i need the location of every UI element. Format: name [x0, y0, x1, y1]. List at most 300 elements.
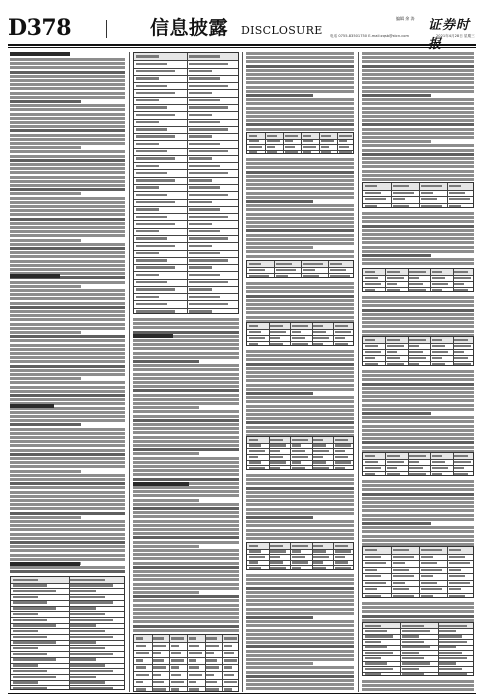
table-cell — [432, 467, 449, 469]
text-line — [133, 578, 239, 581]
table-cell — [189, 303, 229, 305]
text-line — [246, 537, 354, 540]
table-cell — [189, 216, 229, 218]
table-cell — [449, 588, 462, 590]
table-cell — [393, 562, 406, 564]
text-line — [10, 293, 125, 296]
text-line — [10, 167, 125, 170]
text-line — [362, 309, 474, 312]
text-line — [133, 562, 239, 565]
text-line — [246, 221, 354, 224]
text-line — [362, 493, 474, 496]
table-column-rule — [269, 543, 270, 569]
table-cell — [313, 331, 326, 333]
text-line — [10, 260, 125, 263]
text-line — [362, 518, 474, 521]
table-cell — [339, 135, 353, 137]
text-line — [362, 94, 431, 97]
table-cell — [409, 357, 426, 359]
text-line — [10, 62, 125, 65]
text-line — [362, 229, 474, 232]
text-line — [246, 683, 354, 686]
table-cell — [313, 444, 326, 446]
table-row-rule — [363, 560, 473, 561]
table-row-rule — [134, 191, 238, 192]
table-cell — [224, 674, 235, 676]
table-cell — [189, 114, 213, 116]
table-cell — [365, 185, 378, 187]
table-row-rule — [363, 586, 473, 587]
table-cell — [365, 461, 378, 463]
text-line — [133, 381, 239, 384]
table-column-rule — [400, 623, 401, 675]
table-cell — [270, 567, 286, 569]
text-line — [10, 474, 125, 477]
text-line — [246, 637, 354, 640]
table-cell — [70, 579, 105, 581]
text-line — [10, 491, 125, 494]
table-cell — [136, 296, 160, 298]
text-line — [133, 625, 239, 628]
text-line — [246, 413, 354, 416]
text-line — [246, 250, 354, 253]
text-line — [362, 233, 474, 236]
table-cell — [421, 549, 442, 551]
table-cell — [365, 357, 375, 359]
text-line — [10, 75, 125, 78]
table-column-rule — [333, 543, 334, 569]
text-line — [133, 461, 239, 464]
table-cell — [189, 252, 221, 254]
text-line — [362, 174, 474, 177]
table-cell — [136, 121, 160, 123]
table-cell — [224, 637, 237, 639]
table-cell — [303, 269, 315, 271]
text-line — [10, 465, 125, 468]
text-line — [362, 395, 474, 398]
text-line — [362, 296, 474, 299]
table-cell — [393, 575, 414, 577]
table-cell — [249, 561, 259, 563]
text-line — [10, 335, 125, 338]
text-line — [362, 220, 474, 223]
table-cell — [270, 467, 280, 469]
text-line — [133, 389, 239, 392]
text-line — [133, 360, 199, 363]
section-heading — [133, 482, 189, 486]
text-line — [362, 408, 474, 411]
text-line — [246, 187, 354, 190]
table-cell — [13, 647, 39, 649]
text-line — [10, 239, 81, 242]
table-cell — [136, 165, 160, 167]
table-cell — [421, 192, 434, 194]
table-cell — [136, 179, 176, 181]
table-cell — [136, 310, 176, 312]
text-line — [246, 358, 354, 361]
text-line — [246, 512, 354, 515]
table-row-rule — [363, 650, 473, 651]
table-cell — [313, 567, 326, 569]
text-line — [133, 490, 239, 493]
table-cell — [335, 337, 345, 339]
text-line — [10, 83, 125, 86]
table-cell — [189, 99, 221, 101]
text-line — [362, 526, 474, 529]
table-cell — [136, 223, 176, 225]
text-line — [133, 364, 239, 367]
table-cell — [454, 461, 471, 463]
table-cell — [189, 128, 229, 130]
section-heading — [10, 562, 80, 566]
table-cell — [387, 289, 400, 291]
text-line — [10, 188, 125, 191]
table-row-rule — [247, 565, 353, 566]
text-line — [362, 387, 474, 390]
text-line — [10, 369, 125, 372]
text-line — [133, 398, 239, 401]
table-cell — [454, 271, 467, 273]
table-row-rule — [247, 335, 353, 336]
table-cell — [189, 288, 213, 290]
text-line — [246, 350, 354, 353]
table-row-rule — [134, 184, 238, 185]
table-row-rule — [363, 554, 473, 555]
editor-credit: 编辑 余 涛 — [396, 16, 415, 21]
text-line — [362, 153, 474, 156]
text-line — [10, 533, 125, 536]
table-cell — [267, 135, 278, 137]
table-cell — [335, 450, 345, 452]
table-cell — [321, 140, 335, 142]
table-cell — [439, 673, 467, 675]
table-cell — [292, 439, 308, 441]
text-line — [133, 507, 239, 510]
table-row-rule — [134, 250, 238, 251]
text-line — [10, 96, 125, 99]
table-cell — [171, 637, 184, 639]
table-row-rule — [134, 279, 238, 280]
text-line — [362, 404, 474, 407]
table-cell — [136, 92, 176, 94]
text-line — [362, 378, 474, 381]
table-cell — [409, 277, 419, 279]
text-line — [10, 138, 125, 141]
table-column-rule — [419, 183, 420, 207]
text-line — [10, 92, 125, 95]
table-row-rule — [363, 196, 473, 197]
table-cell — [70, 596, 105, 598]
table-cell — [189, 55, 221, 57]
table-cell — [335, 567, 351, 569]
text-line — [246, 503, 354, 506]
table-cell — [189, 77, 221, 79]
table-cell — [409, 283, 422, 285]
text-line — [10, 537, 125, 540]
text-line — [10, 121, 125, 124]
text-line — [10, 171, 125, 174]
text-line — [10, 155, 125, 158]
text-line — [246, 158, 354, 161]
table-cell — [70, 624, 96, 626]
table-cell — [365, 467, 382, 469]
table-column-rule — [408, 269, 409, 291]
table-cell — [292, 561, 308, 563]
table-column-rule — [408, 337, 409, 365]
table-cell — [136, 99, 160, 101]
table-cell — [189, 143, 221, 145]
text-line — [362, 65, 474, 68]
table-cell — [13, 630, 39, 632]
table-cell — [70, 653, 113, 655]
table-cell — [393, 185, 410, 187]
table-cell — [13, 681, 39, 683]
table-row-rule — [134, 257, 238, 258]
text-line — [362, 241, 474, 244]
table-cell — [409, 363, 419, 365]
table-cell — [270, 556, 280, 558]
text-line — [246, 171, 354, 174]
text-line — [362, 107, 474, 110]
table-row-rule — [11, 668, 124, 669]
text-line — [246, 166, 354, 169]
table-cell — [189, 194, 229, 196]
text-line — [10, 470, 81, 473]
text-line — [362, 680, 474, 683]
newspaper-logo: 证券时 — [428, 18, 471, 33]
text-line — [362, 539, 474, 542]
text-line — [246, 405, 354, 408]
text-line — [362, 330, 474, 333]
table-row-rule — [134, 89, 238, 90]
text-line — [10, 554, 125, 557]
text-line — [362, 246, 474, 249]
table-cell — [387, 473, 400, 475]
table-cell — [292, 550, 302, 552]
table-cell — [13, 641, 56, 643]
section-heading — [10, 404, 54, 408]
table-cell — [189, 223, 213, 225]
table-cell — [153, 681, 164, 683]
text-line — [362, 52, 474, 55]
table-cell — [365, 556, 382, 558]
table-row-rule — [134, 60, 238, 61]
table-cell — [270, 450, 280, 452]
table-cell — [249, 146, 263, 148]
table-row-rule — [11, 606, 124, 607]
text-line — [246, 238, 354, 241]
text-line — [133, 410, 239, 413]
table-row-rule — [363, 645, 473, 646]
text-line — [246, 629, 354, 632]
text-line — [246, 179, 354, 182]
text-line — [10, 440, 125, 443]
section-heading — [133, 334, 173, 338]
table-cell — [365, 271, 375, 273]
text-line — [246, 430, 354, 433]
table-cell — [13, 664, 39, 666]
text-line — [362, 684, 474, 687]
table-cell — [249, 325, 259, 327]
table-cell — [313, 550, 326, 552]
text-line — [133, 604, 239, 607]
text-line — [246, 175, 354, 178]
text-line — [133, 427, 239, 430]
table-cell — [70, 601, 113, 603]
table-cell — [189, 681, 197, 683]
text-line — [362, 81, 474, 84]
table-cell — [70, 641, 96, 643]
text-line — [362, 606, 474, 609]
table-cell — [13, 653, 48, 655]
table-cell — [335, 456, 348, 458]
table-column-rule — [222, 635, 223, 691]
table-cell — [303, 135, 311, 137]
table-cell — [454, 363, 471, 365]
table-cell — [136, 259, 168, 261]
text-line — [362, 509, 474, 512]
table-cell — [335, 550, 351, 552]
table-cell — [136, 237, 168, 239]
text-line — [10, 222, 125, 225]
table-cell — [432, 473, 442, 475]
data-table — [10, 576, 125, 690]
table-cell — [421, 595, 434, 597]
text-line — [246, 666, 354, 669]
table-column-rule — [319, 133, 320, 153]
text-line — [362, 102, 474, 105]
table-cell — [189, 674, 202, 676]
table-cell — [303, 140, 314, 142]
table-row-rule — [11, 674, 124, 675]
table-column-rule — [187, 53, 188, 313]
table-row-rule — [363, 361, 473, 362]
table-cell — [153, 637, 164, 639]
text-line — [246, 482, 354, 485]
text-line — [246, 508, 354, 511]
table-cell — [313, 450, 329, 452]
text-line — [246, 255, 354, 258]
table-row-rule — [134, 286, 238, 287]
text-line — [246, 495, 354, 498]
text-line — [133, 486, 239, 489]
text-line — [246, 620, 354, 623]
text-line — [246, 400, 354, 403]
table-column-rule — [447, 547, 448, 597]
table-row-rule — [363, 459, 473, 460]
data-table — [362, 622, 474, 676]
text-line — [246, 582, 354, 585]
text-line — [133, 326, 239, 329]
table-cell — [439, 646, 456, 648]
table-cell — [206, 674, 214, 676]
table-cell — [339, 146, 350, 148]
table-column-rule — [290, 323, 291, 345]
table-row-rule — [363, 275, 473, 276]
table-cell — [402, 635, 419, 637]
table-column-rule — [419, 547, 420, 597]
table-cell — [339, 140, 347, 142]
table-cell — [153, 688, 166, 690]
text-line — [133, 511, 239, 514]
table-cell — [171, 652, 182, 654]
table-cell — [189, 63, 229, 65]
text-line — [362, 488, 474, 491]
text-line — [362, 254, 431, 257]
data-table — [246, 542, 354, 570]
table-row-rule — [363, 203, 473, 204]
table-cell — [136, 645, 147, 647]
text-line — [133, 599, 239, 602]
table-cell — [189, 85, 229, 87]
text-line — [10, 201, 125, 204]
text-line — [362, 313, 474, 316]
table-cell — [189, 296, 221, 298]
table-row-rule — [247, 443, 353, 444]
masthead — [8, 14, 476, 42]
column-2 — [133, 52, 239, 692]
text-line — [10, 251, 125, 254]
table-cell — [393, 582, 406, 584]
page-number: D378 — [8, 15, 72, 41]
table-cell — [136, 157, 176, 159]
table-cell — [387, 339, 400, 341]
text-line — [10, 243, 125, 246]
table-cell — [171, 681, 184, 683]
text-line — [362, 480, 474, 483]
table-column-rule — [408, 453, 409, 475]
table-cell — [409, 467, 422, 469]
table-cell — [206, 637, 217, 639]
table-column-rule — [333, 323, 334, 345]
table-cell — [439, 662, 456, 664]
table-row-rule — [363, 343, 473, 344]
text-line — [10, 516, 81, 519]
text-line — [362, 425, 474, 428]
table-cell — [432, 345, 445, 347]
text-line — [362, 429, 474, 432]
text-line — [10, 205, 125, 208]
text-line — [362, 317, 474, 320]
table-cell — [387, 455, 400, 457]
table-row-rule — [134, 206, 238, 207]
text-line — [133, 356, 239, 359]
table-cell — [136, 85, 168, 87]
table-cell — [13, 658, 56, 660]
table-cell — [421, 198, 438, 200]
table-cell — [249, 545, 259, 547]
text-line — [246, 282, 354, 285]
table-cell — [292, 556, 305, 558]
table-cell — [249, 263, 261, 265]
table-cell — [136, 63, 168, 65]
table-cell — [409, 473, 426, 475]
table-cell — [189, 208, 221, 210]
table-cell — [432, 455, 442, 457]
table-cell — [285, 140, 293, 142]
text-line — [10, 512, 125, 515]
text-line — [10, 281, 125, 284]
table-row-rule — [134, 148, 238, 149]
table-cell — [365, 351, 382, 353]
table-row-rule — [363, 349, 473, 350]
text-line — [133, 423, 239, 426]
text-line — [133, 541, 239, 544]
table-row-rule — [11, 583, 124, 584]
table-row-rule — [363, 634, 473, 635]
table-cell — [387, 271, 400, 273]
table-cell — [224, 659, 237, 661]
